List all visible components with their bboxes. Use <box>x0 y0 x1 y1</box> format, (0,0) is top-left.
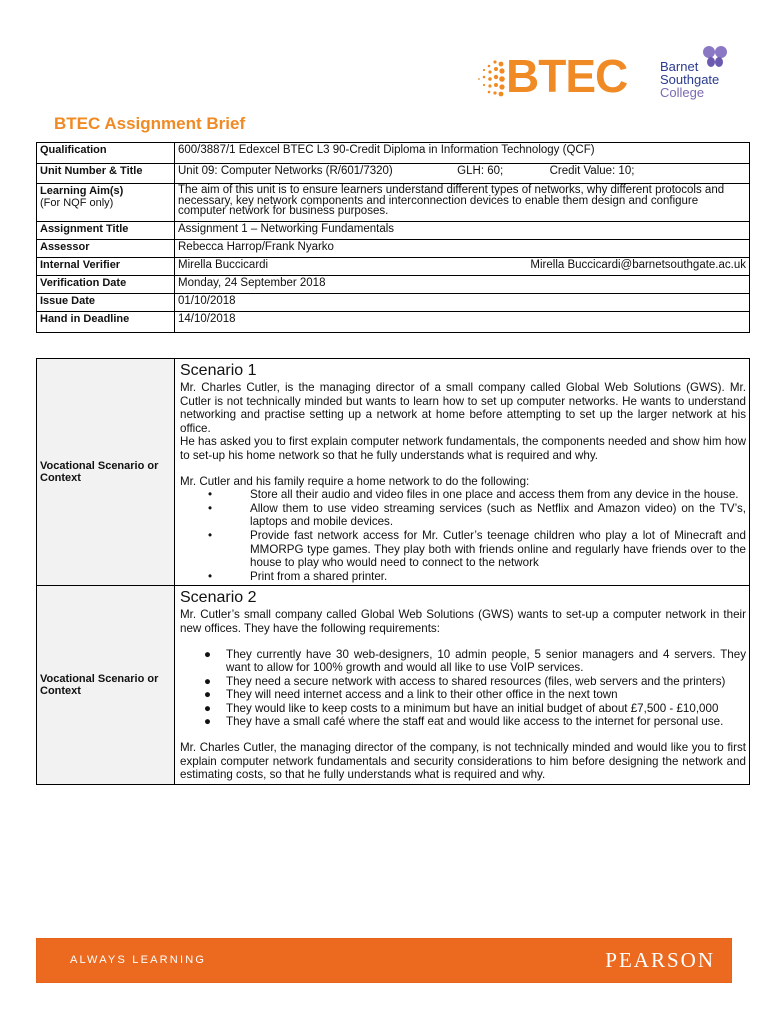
verifier-label: Internal Verifier <box>37 258 175 276</box>
deadline-value: 14/10/2018 <box>175 312 750 333</box>
aim-sublabel: (For NQF only) <box>40 197 114 209</box>
scenario1-body <box>175 359 750 586</box>
issue-date-value: 01/10/2018 <box>175 294 750 312</box>
scenario2-body <box>175 586 750 785</box>
issue-date-label: Issue Date <box>37 294 175 312</box>
scenario2-para1: Mr. Cutler’s small company called Global Web Solutions (GWS) wants to set-up a computer network in their new offices. They have the following requirements: <box>180 608 746 635</box>
scenario1-list <box>180 488 746 583</box>
bullet-icon: ● <box>204 688 212 702</box>
page-header <box>0 0 768 110</box>
scenario2-list <box>180 648 746 730</box>
scenario1-side-label: Vocational Scenario or Context <box>37 359 175 586</box>
unit-label: Unit Number & Title <box>37 164 175 184</box>
page-title: BTEC Assignment Brief <box>54 114 246 133</box>
list-item: • Store all their audio and video files in one place and access them from any device in the house. <box>208 488 739 502</box>
scenario2-side-label: Vocational Scenario or Context <box>37 586 175 785</box>
list-item: ● They would like to keep costs to a minimum but have an initial budget of about £7,500 - £10,000 <box>204 701 719 715</box>
list-item: • Provide fast network access for Mr. Cutler’s teenage children who play a lot of Minecraft and MMORPG type games. They play both with friends online and regularly have friends over to the house to play who would need to connect to the network <box>208 528 746 570</box>
scenario-table <box>36 358 750 785</box>
qualification-label: Qualification <box>37 143 175 164</box>
bullet-icon: • <box>208 528 213 542</box>
verifier-cell <box>175 258 750 276</box>
scenario2-heading: Scenario 2 <box>180 589 257 607</box>
list-item: ● They currently have 30 web-designers, 10 admin people, 5 senior managers and 4 servers. They want to allow for 100% growth and would all like to use VoIP services. <box>204 647 746 675</box>
btec-logo: BTEC <box>506 50 628 102</box>
list-item: • Print from a shared printer. <box>208 569 388 583</box>
bullet-icon: ● <box>204 674 212 688</box>
assignment-title-value: Assignment 1 – Networking Fundamentals <box>175 222 750 240</box>
qualification-value: 600/3887/1 Edexcel BTEC L3 90-Credit Diploma in Information Technology (QCF) <box>175 143 750 164</box>
aim-text: The aim of this unit is to ensure learners understand different types of networks, why different protocols and necessary, key network components and interconnection devices to enable them design and configure computer network for business purposes. <box>175 184 750 222</box>
verification-date-value: Monday, 24 September 2018 <box>175 276 750 294</box>
verifier-email: Mirella Buccicardi@barnetsouthgate.ac.uk <box>530 259 746 271</box>
scenario1-heading: Scenario 1 <box>180 362 257 379</box>
footer-tagline: ALWAYS LEARNING <box>70 954 207 966</box>
assignment-title-label: Assignment Title <box>37 222 175 240</box>
bullet-icon: • <box>208 488 213 502</box>
bullet-icon: • <box>208 569 213 583</box>
bullet-icon: • <box>208 501 213 515</box>
unit-value: Unit 09: Computer Networks (R/601/7320) <box>178 165 393 177</box>
verifier-value: Mirella Buccicardi <box>178 259 269 271</box>
assessor-label: Assessor <box>37 240 175 258</box>
list-item: • Allow them to use video streaming services (such as Netflix and Amazon video) on the TV’s, laptops and mobile devices. <box>208 501 746 529</box>
college-name-line1: Barnet <box>660 59 699 74</box>
scenario1-para2: He has asked you to first explain computer network fundamentals, the components needed and show him how to set-up his home network so that he fully understands what is required and why. <box>180 435 746 462</box>
bullet-icon: ● <box>204 647 212 661</box>
butterfly-icon <box>700 44 730 70</box>
assessor-value: Rebecca Harrop/Frank Nyarko <box>175 240 750 258</box>
assignment-info-table <box>36 142 750 333</box>
credit-value: Credit Value: 10; <box>549 165 635 177</box>
college-name-line2: Southgate <box>660 72 720 87</box>
scenario1-para1: Mr. Charles Cutler, is the managing director of a small company called Global Web Solutions (GWS). Mr. Cutler is not technically minded but wants to learn how to set up computer networks. He wants to understand networking and practise setting up a network at home before attempting to set up the larger network at his office. <box>180 381 746 435</box>
list-item: ● They will need internet access and a link to their other office in the next town <box>204 688 618 702</box>
btec-dots-icon <box>475 58 507 100</box>
college-name-line3: College <box>660 85 705 100</box>
bullet-icon: ● <box>204 715 212 729</box>
scenario2-para2: Mr. Charles Cutler, the managing director of the company, is not technically minded and would like you to first explain computer network fundamentals and security considerations to him before designing the network and estimating costs, so that he fully understands what is required and why. <box>180 741 746 782</box>
bullet-icon: ● <box>204 701 212 715</box>
pearson-logo: PEARSON <box>605 948 715 972</box>
list-item: ● They need a secure network with access to shared resources (files, web servers and the printers) <box>204 674 726 688</box>
footer-banner <box>36 938 732 983</box>
glh-value: GLH: 60; <box>457 165 504 177</box>
aim-label-cell <box>37 184 175 222</box>
aim-label: Learning Aim(s) <box>40 185 124 197</box>
unit-cell <box>175 164 750 184</box>
list-item: ● They have a small café where the staff eat and would like access to the internet for personal use. <box>204 715 724 729</box>
verification-date-label: Verification Date <box>37 276 175 294</box>
deadline-label: Hand in Deadline <box>37 312 175 333</box>
scenario1-para3: Mr. Cutler and his family require a home network to do the following: <box>180 474 530 488</box>
